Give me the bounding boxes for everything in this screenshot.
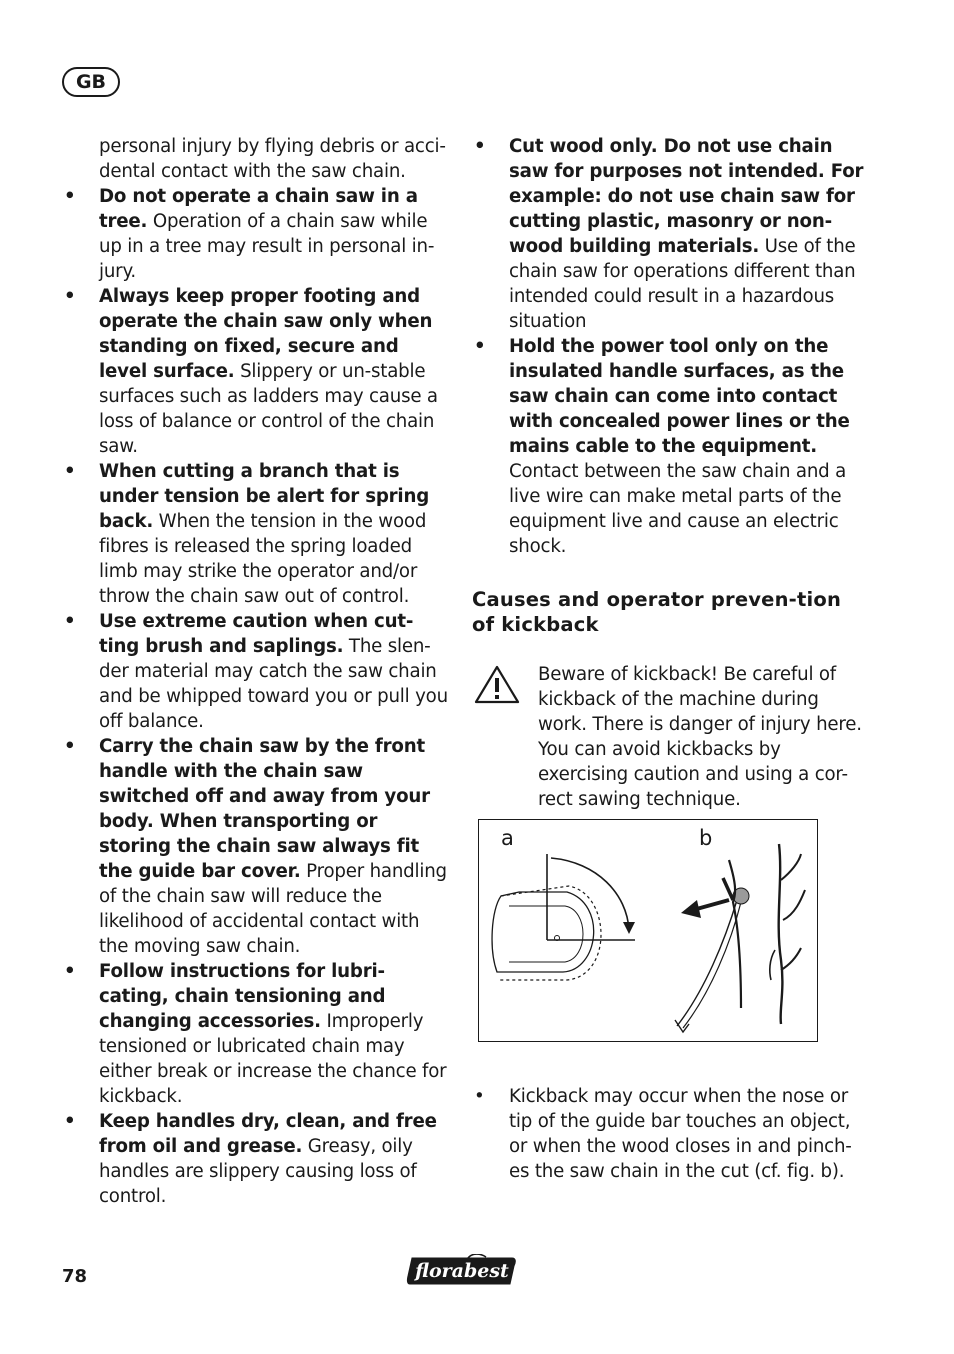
bullet-dot: • [64, 461, 76, 482]
page-number: 78 [62, 1266, 88, 1287]
bullet-item [62, 609, 452, 734]
bullet-dot: • [64, 961, 76, 982]
bullet-dot: • [64, 736, 76, 757]
bullet-bold: Keep handles dry, clean, and free from oil and grease. [99, 1111, 437, 1157]
bullet-item [472, 134, 864, 334]
bullet-bold: Do not operate a chain saw in a tree. [99, 186, 418, 232]
bullet-text: Kickback may occur when the nose or tip of the guide bar touches an object, or when the wood closes in and pinch-es the saw chain in the cut (cf. fig. b). [509, 1086, 852, 1182]
kickback-figure [478, 819, 818, 1042]
bullet-item [62, 459, 452, 609]
brand-logo-text: florabest [415, 1260, 509, 1282]
bullet-item [472, 334, 864, 559]
bullet-text: Operation of a chain saw while up in a tree may result in personal in-jury. [99, 211, 435, 282]
warning-text: Beware of kickback! Be careful of kickback of the machine during work. There is danger of injury here. You can avoid kickbacks by exercising caution and using a cor-rect sawing technique. [538, 664, 862, 810]
bullet-text: Slippery or un-stable surfaces such as ladders may cause a loss of balance or control of the chain saw. [99, 361, 438, 457]
left-column [62, 134, 452, 1209]
bullet-item [62, 734, 452, 959]
bullet-item [62, 184, 452, 284]
bullet-text: Proper handling of the chain saw will reduce the likelihood of accidental contact with the moving saw chain. [99, 861, 447, 957]
bullet-bold: Use extreme caution when cut-ting brush and saplings. [99, 611, 414, 657]
bullet-bold: Carry the chain saw by the front handle with the chain saw switched off and away from your body. When transporting or storing the chain saw always fit the guide bar cover. [99, 736, 430, 882]
warning-block [472, 662, 864, 812]
bullet-text: When the tension in the wood fibres is released the spring loaded limb may strike the operator and/or throw the chain saw out of control. [99, 511, 427, 607]
bullet-dot: • [64, 1111, 76, 1132]
bullet-dot: • [64, 286, 76, 307]
bullet-item [62, 959, 452, 1109]
bullet-item [472, 1084, 864, 1184]
bullet-item [62, 1109, 452, 1209]
bullet-text: Improperly tensioned or lubricated chain may either break or increase the chance for kickback. [99, 1011, 447, 1107]
intro-paragraph: personal injury by flying debris or acci-dental contact with the saw chain. [99, 136, 446, 182]
bullet-bold: When cutting a branch that is under tension be alert for spring back. [99, 461, 430, 532]
bullet-dot: • [64, 186, 76, 207]
kickback-illustration [479, 820, 817, 1041]
figure-label-a: a [501, 826, 514, 850]
kickback-bullet-area [472, 1084, 864, 1184]
brand-logo [406, 1254, 518, 1288]
bullet-item [62, 284, 452, 459]
bullet-dot: • [64, 611, 76, 632]
bullet-bold: Always keep proper footing and operate the chain saw only when standing on fixed, secure and level surface. [99, 286, 433, 382]
bullet-bold: Hold the power tool only on the insulated handle surfaces, as the saw chain can come into contact with concealed power lines or the mains cable to the equipment. [509, 336, 850, 457]
bullet-text: Contact between the saw chain and a live wire can make metal parts of the equipment live and cause an electric shock. [509, 461, 847, 557]
warning-triangle-icon [474, 664, 520, 704]
right-column [472, 134, 864, 812]
bullet-bold: Follow instructions for lubri-cating, chain tensioning and changing accessories. [99, 961, 386, 1032]
language-badge: GB [62, 67, 120, 97]
bullet-text: The slen-der material may catch the saw chain and be whipped toward you or pull you off balance. [99, 636, 448, 732]
bullet-text: Greasy, oily handles are slippery causing loss of control. [99, 1136, 417, 1207]
figure-label-b: b [699, 826, 713, 850]
bullet-dot: • [474, 1086, 485, 1107]
bullet-text: Use of the chain saw for operations different than intended could result in a hazardous situation [509, 236, 856, 332]
bullet-dot: • [474, 136, 486, 157]
bullet-dot: • [474, 336, 486, 357]
section-heading: Causes and operator preven-tion of kickback [472, 588, 842, 636]
bullet-bold: Cut wood only. Do not use chain saw for purposes not intended. For example: do not use chain saw for cutting plastic, masonry or non-wood building materials. [509, 136, 864, 257]
